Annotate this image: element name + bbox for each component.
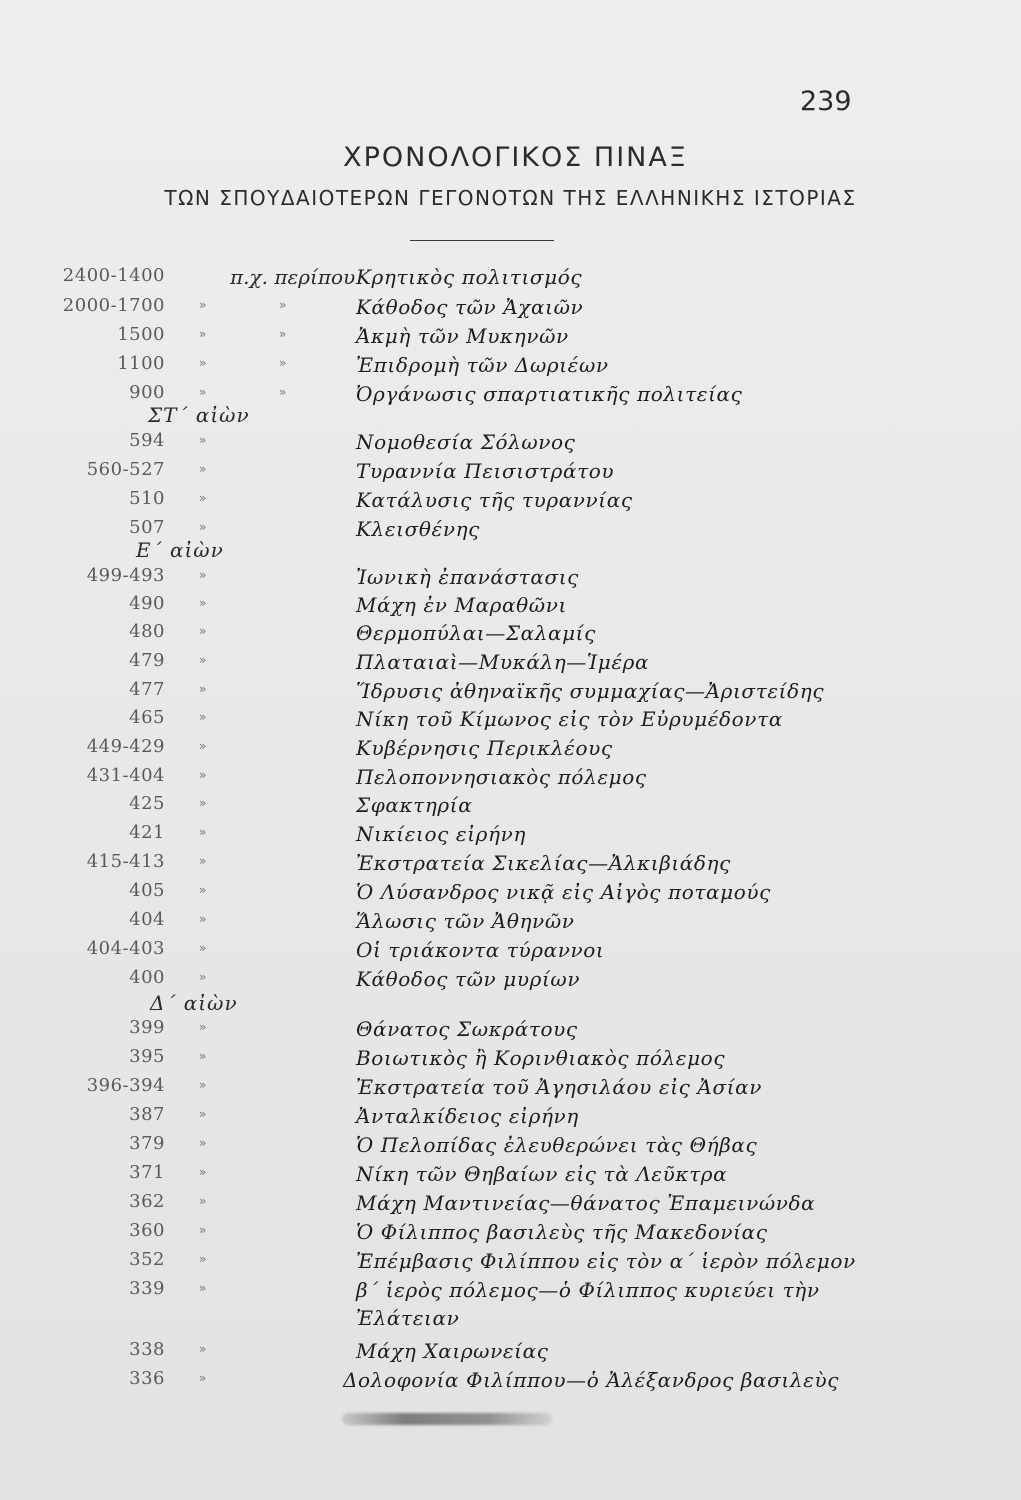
year: 465: [129, 707, 165, 728]
year: 404: [129, 909, 165, 930]
year: 399: [129, 1017, 165, 1038]
chronology-row: [0, 353, 1021, 383]
year: 477: [129, 679, 165, 700]
ditto-mark: »: [199, 491, 207, 505]
chronology-row: [0, 1046, 1021, 1076]
ditto-mark: »: [279, 298, 287, 312]
event: Ἀνταλκίδειος εἰρήνη: [356, 1104, 579, 1128]
ditto-mark: »: [199, 462, 207, 476]
year: 371: [129, 1162, 165, 1183]
ditto-mark: »: [199, 1107, 207, 1121]
year: 404-403: [86, 938, 165, 959]
chronology-row: [0, 459, 1021, 489]
year: 425: [129, 793, 165, 814]
year: 395: [129, 1046, 165, 1067]
ditto-mark: »: [199, 327, 207, 341]
event: Θάνατος Σωκράτους: [356, 1017, 578, 1041]
chronology-row: [0, 488, 1021, 518]
ditto-mark: »: [199, 682, 207, 696]
event: Κλεισθένης: [356, 517, 480, 541]
year: 594: [129, 430, 165, 451]
chronology-row: [0, 1339, 1021, 1369]
event: Κάθοδος τῶν Ἀχαιῶν: [356, 295, 584, 319]
chronology-row: [0, 736, 1021, 766]
year: 479: [129, 650, 165, 671]
year: 900: [129, 382, 165, 403]
event: Μάχη ἐν Μαραθῶνι: [356, 593, 567, 617]
chronology-row: [0, 1162, 1021, 1192]
ditto-mark: »: [199, 796, 207, 810]
event: Πλαταιαὶ—Μυκάλη—Ἱμέρα: [356, 650, 650, 674]
event: Κάθοδος τῶν μυρίων: [356, 967, 581, 991]
event: Μάχη Χαιρωνείας: [356, 1339, 549, 1363]
ditto-mark: »: [199, 710, 207, 724]
year: 405: [129, 880, 165, 901]
event: Νικίειος εἰρήνη: [356, 822, 526, 846]
ditto-mark: »: [199, 1223, 207, 1237]
ditto-mark: »: [199, 1194, 207, 1208]
page-title: ΧΡΟΝΟΛΟΓΙΚΟΣ ΠΙΝΑΞ: [343, 142, 688, 173]
chronology-row: [0, 909, 1021, 939]
year: 387: [129, 1104, 165, 1125]
chronology-row: [0, 1191, 1021, 1221]
chronology-row: [0, 1133, 1021, 1163]
chronology-row: [0, 765, 1021, 795]
chronology-row: [0, 1104, 1021, 1134]
event: Κυβέρνησις Περικλέους: [356, 736, 613, 760]
ditto-mark: »: [199, 520, 207, 534]
event: Ἐκστρατεία Σικελίας—Ἀλκιβιάδης: [356, 851, 731, 875]
event: Βοιωτικὸς ἢ Κορινθιακὸς πόλεμος: [356, 1046, 726, 1070]
ditto-mark: »: [199, 941, 207, 955]
year: 362: [129, 1191, 165, 1212]
ditto-mark: »: [199, 298, 207, 312]
chronology-row: [0, 822, 1021, 852]
chronology-row: [0, 650, 1021, 680]
ditto-mark: »: [199, 1252, 207, 1266]
ditto-mark: »: [199, 1165, 207, 1179]
century-label: Ε΄ αἰὼν: [136, 538, 224, 562]
chronology-row: [0, 1017, 1021, 1047]
ditto-mark: »: [199, 1136, 207, 1150]
ditto-mark: »: [279, 356, 287, 370]
ditto-mark: »: [279, 385, 287, 399]
year: 490: [129, 593, 165, 614]
event: Ἐπιδρομὴ τῶν Δωριέων: [356, 353, 609, 377]
chronology-row: [0, 938, 1021, 968]
century-label: ΣΤ΄ αἰὼν: [148, 403, 250, 427]
chronology-row: [0, 430, 1021, 460]
ditto-mark: »: [199, 624, 207, 638]
year: 415-413: [86, 851, 165, 872]
year: 338: [129, 1339, 165, 1360]
year: 507: [129, 517, 165, 538]
ditto-mark: »: [199, 653, 207, 667]
ditto-mark: »: [199, 825, 207, 839]
year: 2400-1400: [62, 265, 165, 286]
event: β΄ ἱερὸς πόλεμος—ὁ Φίλιππος κυριεύει τὴν: [356, 1278, 820, 1302]
year: 1500: [117, 324, 165, 345]
event: Σφακτηρία: [356, 793, 473, 817]
event: Ὁ Πελοπίδας ἐλευθερώνει τὰς Θήβας: [356, 1133, 758, 1157]
century-label: Δ΄ αἰὼν: [150, 991, 238, 1015]
event: Ὀργάνωσις σπαρτιατικῆς πολιτείας: [356, 382, 743, 406]
chronology-row: [0, 1075, 1021, 1105]
page-number: 239: [800, 86, 852, 117]
year: 560-527: [86, 459, 165, 480]
chronology-row: [0, 593, 1021, 623]
event: Θερμοπύλαι—Σαλαμίς: [356, 621, 596, 645]
ditto-mark: »: [199, 596, 207, 610]
title-divider: [410, 240, 554, 241]
year: 431-404: [86, 765, 165, 786]
chronology-row: [0, 1249, 1021, 1279]
event: Ἵδρυσις ἀθηναϊκῆς συμμαχίας—Ἀριστείδης: [356, 679, 825, 703]
event: Οἱ τριάκοντα τύραννοι: [356, 938, 605, 962]
year: 499-493: [86, 565, 165, 586]
year: 480: [129, 621, 165, 642]
ditto-mark: »: [199, 385, 207, 399]
ditto-mark: »: [199, 883, 207, 897]
year: 396-394: [86, 1075, 165, 1096]
year: 510: [129, 488, 165, 509]
year: 360: [129, 1220, 165, 1241]
year: 1100: [117, 353, 165, 374]
event: Ἀκμὴ τῶν Μυκηνῶν: [356, 324, 569, 348]
chronology-row: [0, 851, 1021, 881]
event: Ἐπέμβασις Φιλίππου εἰς τὸν α΄ ἱερὸν πόλεμον: [356, 1249, 856, 1273]
event: Μάχη Μαντινείας—θάνατος Ἐπαμεινώνδα: [356, 1191, 816, 1215]
ditto-mark: »: [199, 768, 207, 782]
chronology-row: [0, 324, 1021, 354]
event: Τυραννία Πεισιστράτου: [356, 459, 615, 483]
chronology-row: [0, 880, 1021, 910]
chronology-row: [0, 707, 1021, 737]
ditto-mark: »: [199, 1078, 207, 1092]
event: Κατάλυσις τῆς τυραννίας: [356, 488, 633, 512]
event: Ἅλωσις τῶν Ἀθηνῶν: [356, 909, 575, 933]
chronology-row: [0, 793, 1021, 823]
event-continuation: Ἐλάτειαν: [356, 1306, 460, 1330]
ditto-mark: »: [279, 327, 287, 341]
ditto-mark: »: [199, 739, 207, 753]
ditto-mark: »: [199, 1281, 207, 1295]
year: 339: [129, 1278, 165, 1299]
event: Ἐκστρατεία τοῦ Ἀγησιλάου εἰς Ἀσίαν: [356, 1075, 763, 1099]
chronology-row: [0, 1278, 1021, 1308]
ditto-mark: »: [199, 433, 207, 447]
era-label: π.χ. περίπου: [230, 265, 356, 289]
year: 352: [129, 1249, 165, 1270]
ditto-mark: »: [199, 912, 207, 926]
chronology-row-continuation: [0, 1306, 1021, 1336]
ditto-mark: »: [199, 1020, 207, 1034]
chronology-row: [0, 265, 1021, 295]
year: 2000-1700: [62, 295, 165, 316]
chronology-row: [0, 1368, 1021, 1398]
event: Ὁ Λύσανδρος νικᾷ εἰς Αἰγὸς ποταμούς: [356, 880, 771, 904]
event: Κρητικὸς πολιτισμός: [356, 265, 583, 289]
ditto-mark: »: [199, 854, 207, 868]
page-subtitle: ΤΩΝ ΣΠΟΥΔΑΙΟΤΕΡΩΝ ΓΕΓΟΝΟΤΩΝ ΤΗΣ ΕΛΛΗΝΙΚΗΣ ΙΣΤΟΡΙΑΣ: [164, 186, 857, 210]
year: 336: [129, 1368, 165, 1389]
event: Νίκη τῶν Θηβαίων εἰς τὰ Λεῦκτρα: [356, 1162, 728, 1186]
event: Δολοφονία Φιλίππου—ὁ Ἀλέξανδρος βασιλεὺς: [343, 1368, 840, 1392]
event: Νομοθεσία Σόλωνος: [356, 430, 576, 454]
chronology-row: [0, 565, 1021, 595]
ink-smudge: [342, 1413, 552, 1425]
event: Πελοποννησιακὸς πόλεμος: [356, 765, 647, 789]
century-heading: [0, 403, 1021, 433]
ditto-mark: »: [199, 1049, 207, 1063]
year: 449-429: [86, 736, 165, 757]
chronology-row: [0, 295, 1021, 325]
ditto-mark: »: [199, 1371, 207, 1385]
ditto-mark: »: [199, 568, 207, 582]
ditto-mark: »: [199, 356, 207, 370]
ditto-mark: »: [199, 1342, 207, 1356]
year: 379: [129, 1133, 165, 1154]
year: 400: [129, 967, 165, 988]
event: Ἰωνικὴ ἐπανάστασις: [356, 565, 579, 589]
chronology-row: [0, 621, 1021, 651]
chronology-row: [0, 679, 1021, 709]
year: 421: [129, 822, 165, 843]
event: Νίκη τοῦ Κίμωνος εἰς τὸν Εὐρυμέδοντα: [356, 707, 783, 731]
event: Ὁ Φίλιππος βασιλεὺς τῆς Μακεδονίας: [356, 1220, 768, 1244]
century-heading: [0, 538, 1021, 568]
ditto-mark: »: [199, 970, 207, 984]
chronology-row: [0, 1220, 1021, 1250]
